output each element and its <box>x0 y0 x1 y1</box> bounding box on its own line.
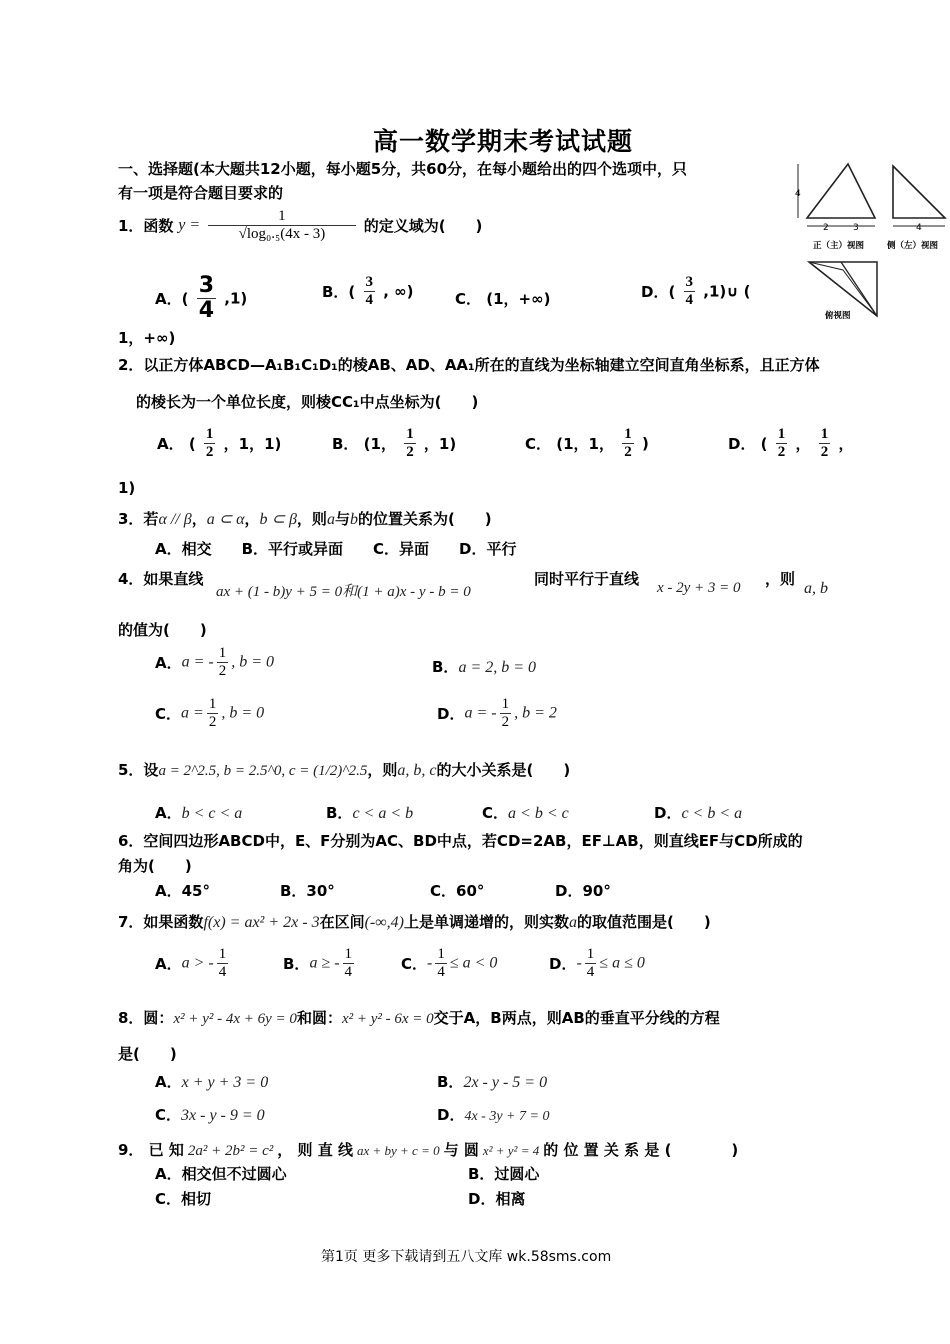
q7-c-m2: ≤ a < 0 <box>449 954 498 972</box>
q7-option-d <box>549 946 645 981</box>
q1-option-d <box>641 274 751 309</box>
q8-d-label: D． <box>437 1106 465 1124</box>
q5-option-c <box>482 802 569 823</box>
q1-d-rest: ,1)∪ ( <box>703 282 751 301</box>
q1-option-a <box>155 274 247 323</box>
q4-d-m2: , b = 2 <box>514 704 557 722</box>
q1-option-b <box>322 274 414 309</box>
front-bottom-right: 3 <box>853 223 859 233</box>
q9-math1: 2a² + 2b² = c² <box>187 1143 274 1159</box>
q4-option-b <box>432 656 536 677</box>
q9-option-a: A．相交但不过圆心 <box>155 1165 287 1183</box>
q8-a-m: x + y + 3 = 0 <box>181 1074 269 1091</box>
q1-a-num: 3 <box>198 273 215 298</box>
q7-math2: (-∞,4) <box>364 914 404 931</box>
q1-b-frac <box>364 274 376 309</box>
q8-option-a <box>155 1071 268 1092</box>
q2-a-rest: ，1，1) <box>223 435 282 453</box>
q4-text-a: 4．如果直线 <box>118 570 204 588</box>
q2-c-rest: ) <box>641 434 649 453</box>
q4-option-c <box>155 696 264 731</box>
q4-d-frac <box>500 696 512 731</box>
q8-d-m: 4x - 3y + 7 = 0 <box>464 1109 550 1124</box>
q3-text-c: 与 <box>334 510 350 528</box>
q5-math: a = 2^2.5, b = 2.5^0, c = (1/2)^2.5 <box>158 763 368 779</box>
q8-text-b: 和圆： <box>296 1009 342 1027</box>
question-7 <box>118 911 711 932</box>
q9-option-c: C．相切 <box>155 1190 212 1208</box>
q4-math: ax + (1 - b)y + 5 = 0和(1 + a)x - y - b = 0 <box>216 584 471 600</box>
side-view-label: 侧（左）视图 <box>887 241 939 251</box>
q7-d-den: 4 <box>586 964 595 980</box>
q5-a-m: b < c < a <box>181 805 243 822</box>
q5-c-label: C． <box>482 804 509 822</box>
q1-fn-num: 1 <box>208 208 356 226</box>
q4-d-label: D． <box>437 705 465 723</box>
q1-d-num: 3 <box>685 274 694 290</box>
three-view-figure <box>795 158 950 323</box>
q3-math3: b ⊂ β <box>259 511 297 528</box>
q7-text-c: 上是单调递增的，则实数 <box>403 913 569 931</box>
q9-text-c: 与 圆 <box>443 1141 479 1159</box>
q7-a-frac <box>217 946 229 981</box>
q6-option-c: C．60° <box>430 882 485 900</box>
q8-option-c <box>155 1104 265 1125</box>
q5-text-a: 5．设 <box>118 761 159 779</box>
q1-b-num: 3 <box>365 274 374 290</box>
q8-c-label: C． <box>155 1106 182 1124</box>
q4-c-label: C． <box>155 705 182 723</box>
q3-comma2: ， <box>244 510 260 528</box>
q7-ma: a <box>569 914 577 931</box>
q7-option-c <box>401 946 497 981</box>
q1-d-frac <box>684 274 696 309</box>
q1-a-den: 4 <box>198 298 215 323</box>
q2-b-frac <box>404 426 416 461</box>
q1-fn-den: √log₀.₅(4x - 3) <box>238 226 326 242</box>
q2-c-frac <box>622 426 634 461</box>
q4-a-m1: a = - <box>181 653 214 671</box>
q5-option-a <box>155 802 242 823</box>
q4-a-label: A． <box>155 654 182 672</box>
q2-line2: 的棱长为一个单位长度，则棱CC₁中点坐标为( ) <box>136 393 479 411</box>
q1-fn-fraction <box>208 208 356 243</box>
q4-c-m1: a = <box>181 704 204 722</box>
q9-text-a: 9． 已 知 <box>118 1141 184 1159</box>
page-footer: 第1页 更多下载请到五八文库 wk.58sms.com <box>321 1249 612 1265</box>
q8-text-a: 8．圆： <box>118 1009 174 1027</box>
q2-c-den: 2 <box>624 444 632 460</box>
q2-d-frac1 <box>776 426 788 461</box>
q9-text-b: ， 则 直 线 <box>277 1141 353 1159</box>
side-bottom-mark: 4 <box>916 223 922 233</box>
q4-a-frac <box>217 645 229 680</box>
q6-line2: 角为( ) <box>118 857 192 875</box>
q6-option-a: A．45° <box>155 882 210 900</box>
q5-option-d <box>654 802 742 823</box>
q1-d-den: 4 <box>685 292 694 308</box>
q3-math1: α // β <box>158 511 192 528</box>
q5-d-label: D． <box>654 804 682 822</box>
q4-d-num: 1 <box>501 696 510 712</box>
q7-a-den: 4 <box>218 964 227 980</box>
q2-d-den1: 2 <box>777 444 786 460</box>
q2-b-rest: ，1) <box>423 435 457 453</box>
q1-suffix: 的定义域为( ) <box>363 217 483 235</box>
q7-text-a: 7．如果函数 <box>118 913 204 931</box>
q8-math2: x² + y² - 6x = 0 <box>341 1011 434 1027</box>
q5-math2: a, b, c <box>397 762 437 779</box>
q4-b-m: a = 2, b = 0 <box>458 659 537 676</box>
q2-c-label: C． (1，1， <box>525 435 614 453</box>
q7-text-d: 的取值范围是( ) <box>577 913 711 931</box>
q7-d-label: D． <box>549 955 577 973</box>
q4-b-label: B． <box>432 658 459 676</box>
height-mark: 4 <box>795 189 801 199</box>
q1-b-den: 4 <box>365 292 374 308</box>
q4-a-num: 1 <box>218 645 227 661</box>
q2-d-frac2 <box>819 426 831 461</box>
q1-b-label: B．( <box>322 283 356 301</box>
q2-d-label: D． ( <box>728 435 768 453</box>
q7-d-m1: - <box>576 954 582 972</box>
question-5 <box>118 759 570 780</box>
q5-d-m: c < b < a <box>681 805 743 822</box>
q5-a-label: A． <box>155 804 182 822</box>
q1-d-label: D．( <box>641 283 676 301</box>
q8-b-label: B． <box>437 1073 464 1091</box>
top-view-label: 俯视图 <box>825 311 851 321</box>
q7-b-m: a ≥ - <box>309 954 340 972</box>
q3-math2: a ⊂ α <box>206 511 245 528</box>
q7-a-label: A． <box>155 955 182 973</box>
section-heading: 一、选择题(本大题共12小题，每小题5分，共60分，在每小题给出的四个选项中，只 <box>118 160 688 178</box>
q1-a-label: A．( <box>155 290 189 308</box>
q5-text-b: ，则 <box>367 761 398 779</box>
q1-option-d-cont: 1，+∞) <box>118 329 176 347</box>
q2-d-rest: ， <box>838 435 854 453</box>
q4-option-d <box>437 696 557 731</box>
q4-d-m1: a = - <box>464 704 497 722</box>
q2-line1: 2．以正方体ABCD—A₁B₁C₁D₁的棱AB、AD、AA₁所在的直线为坐标轴建立空间直角坐标系，且正方体 <box>118 356 820 374</box>
q4-d-den: 2 <box>501 714 510 730</box>
q4-text-b: 同时平行于直线 <box>534 570 640 588</box>
q4-text-c: ，则 <box>765 570 796 588</box>
q6-line1: 6．空间四边形ABCD中，E、F分别为AC、BD中点，若CD=2AB，EF⊥AB，则直线EF与CD所成的 <box>118 832 803 850</box>
side-view-triangle <box>893 166 945 218</box>
q3-mb: b <box>349 511 358 528</box>
q5-option-b <box>326 802 413 823</box>
q7-d-frac <box>585 946 597 981</box>
q2-c-num: 1 <box>624 426 632 442</box>
q2-option-d-cont: 1) <box>118 479 136 497</box>
q4-c-num: 1 <box>208 696 217 712</box>
q7-c-num: 1 <box>437 946 445 962</box>
q7-option-a <box>155 946 231 981</box>
q7-c-label: C． <box>401 955 428 973</box>
q9-math2: ax + by + c = 0 <box>356 1143 440 1158</box>
q4-option-a <box>155 645 274 680</box>
question-9 <box>118 1139 738 1160</box>
q1-fn-y: y = <box>178 216 201 234</box>
q2-a-frac <box>204 426 216 461</box>
q3-comma1: ， <box>191 510 207 528</box>
q1-b-rest: , ∞) <box>383 282 414 301</box>
q7-b-den: 4 <box>344 964 353 980</box>
q7-a-m: a > - <box>181 954 214 972</box>
q2-option-c <box>525 426 649 461</box>
q2-option-a <box>157 426 281 461</box>
q1-prefix: 1．函数 <box>118 217 174 235</box>
q8-line2: 是( ) <box>118 1045 177 1063</box>
q3-text-d: 的位置关系为( ) <box>357 510 492 528</box>
q4-math3: a, b <box>804 580 828 597</box>
top-view-inner <box>809 262 877 316</box>
q8-b-m: 2x - y - 5 = 0 <box>463 1074 548 1091</box>
q7-c-den: 4 <box>437 964 445 980</box>
question-3 <box>118 508 492 529</box>
q7-d-m2: ≤ a ≤ 0 <box>599 954 645 972</box>
q3-ma: a <box>326 511 335 528</box>
q4-c-den: 2 <box>208 714 217 730</box>
q9-text-d: 的 位 置 关 系 是 ( ) <box>543 1141 739 1159</box>
q3-text-b: ，则 <box>296 510 327 528</box>
front-view-label: 正（主）视图 <box>813 241 865 251</box>
q4-c-m2: , b = 0 <box>221 704 265 722</box>
q2-d-num1: 1 <box>777 426 786 442</box>
q9-option-b: B．过圆心 <box>468 1165 540 1183</box>
front-view-triangle <box>807 164 875 218</box>
q4-math2: x - 2y + 3 = 0 <box>657 580 741 596</box>
q4-line2: 的值为( ) <box>118 621 207 639</box>
q7-c-m1: - <box>427 954 433 972</box>
q8-math1: x² + y² - 4x + 6y = 0 <box>173 1011 297 1027</box>
q1-option-c: C． (1，+∞) <box>455 290 551 308</box>
q7-d-num: 1 <box>586 946 595 962</box>
q3-options: A．相交 B．平行或异面 C．异面 D．平行 <box>155 540 517 558</box>
q2-a-den: 2 <box>205 444 214 460</box>
q7-option-b <box>283 946 357 981</box>
q5-b-m: c < a < b <box>352 805 414 822</box>
q2-b-den: 2 <box>406 444 414 460</box>
front-bottom-left: 2 <box>823 223 829 233</box>
question-8 <box>118 1007 720 1028</box>
q1-a-rest: ,1) <box>224 289 248 308</box>
q2-d-den2: 2 <box>820 444 829 460</box>
q2-d-num2: 1 <box>820 426 829 442</box>
q2-option-b <box>332 426 456 461</box>
q9-math3: x² + y² = 4 <box>482 1143 540 1158</box>
q2-d-sep: ， <box>795 435 811 453</box>
q8-c-m: 3x - y - 9 = 0 <box>181 1107 265 1124</box>
q6-option-d: D．90° <box>555 882 611 900</box>
q7-b-num: 1 <box>344 946 353 962</box>
q4-c-frac <box>207 696 219 731</box>
question-1 <box>118 208 482 243</box>
q4-a-m2: , b = 0 <box>231 653 275 671</box>
q8-a-label: A． <box>155 1073 182 1091</box>
q1-a-frac <box>197 274 216 323</box>
section-heading-cont: 有一项是符合题目要求的 <box>118 184 284 202</box>
q2-a-label: A． ( <box>157 435 196 453</box>
q2-b-num: 1 <box>406 426 414 442</box>
q3-text-a: 3．若 <box>118 510 159 528</box>
q7-math: f(x) = ax² + 2x - 3 <box>203 914 320 931</box>
q8-option-b <box>437 1071 547 1092</box>
q2-a-num: 1 <box>205 426 214 442</box>
q5-b-label: B． <box>326 804 353 822</box>
q7-b-label: B． <box>283 955 310 973</box>
q4-a-den: 2 <box>218 663 227 679</box>
q7-c-frac <box>435 946 447 981</box>
q8-text-c: 交于A，B两点，则AB的垂直平分线的方程 <box>433 1009 720 1027</box>
q7-text-b: 在区间 <box>319 913 365 931</box>
q5-text-c: 的大小关系是( ) <box>436 761 571 779</box>
q2-b-label: B． (1， <box>332 435 396 453</box>
question-4 <box>118 568 203 589</box>
q7-a-num: 1 <box>218 946 227 962</box>
q5-c-m: a < b < c <box>508 805 569 822</box>
q6-option-b: B．30° <box>280 882 335 900</box>
q7-b-frac <box>343 946 355 981</box>
page-title: 高一数学期末考试试题 <box>373 127 634 156</box>
q2-option-d <box>728 426 854 461</box>
q9-option-d: D．相离 <box>468 1190 526 1208</box>
q8-option-d <box>437 1104 549 1125</box>
